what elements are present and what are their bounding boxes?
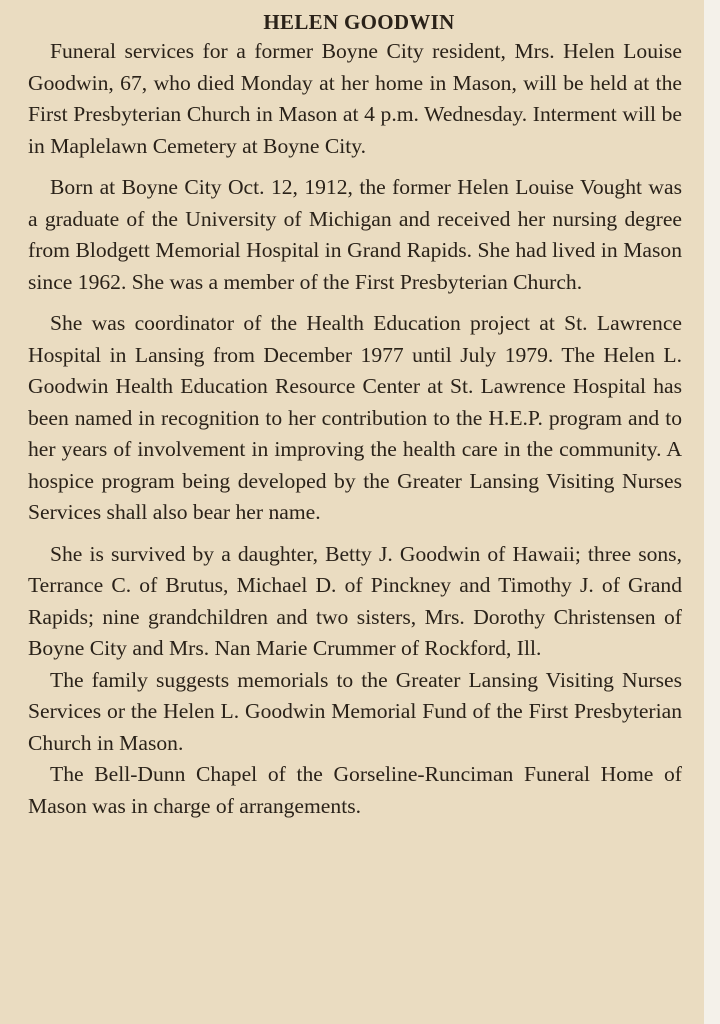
obituary-paragraph-memorials: The family suggests memorials to the Greater Lansing Visiting Nurses Services or the Helen L. Goodwin Memorial Fund of the First Presbyterian Church in Mason. bbox=[28, 667, 682, 755]
obituary-paragraph-arrangements: The Bell-Dunn Chapel of the Gorseline-Runciman Funeral Home of Mason was in charge of arrangements. bbox=[28, 762, 682, 818]
obituary-paragraph-survivors: She is survived by a daughter, Betty J. Goodwin of Hawaii; three sons, Terrance C. of Brutus, Michael D. of Pinckney and Timothy J. of Grand Rapids; nine grandchildren and two sisters, Mrs. Dorothy Christensen of Boyne City and Mrs. Nan Marie Crummer of Rockford, Ill. bbox=[28, 541, 682, 660]
obituary-paragraph-career: She was coordinator of the Health Education project at St. Lawrence Hospital in Lansing from December 1977 until July 1979. The Helen L. Goodwin Health Education Resource Center at St. Lawrence Hospital has been named in recognition to her contribution to the H.E.P. program and to her years of involvement in improving the health care in the community. A hospice program being developed by the Greater Lansing Visiting Nurses Services shall also bear her name. bbox=[28, 311, 682, 524]
obituary-paragraph-services: Funeral services for a former Boyne City resident, Mrs. Helen Louise Goodwin, 67, who died Monday at her home in Mason, will be held at the First Presbyterian Church in Mason at 4 p.m. Wednesday. Interment will be in Maplelawn Cemetery at Boyne City. bbox=[28, 39, 682, 158]
obituary-headline: HELEN GOODWIN bbox=[263, 10, 455, 34]
page-margin-edge bbox=[704, 0, 720, 1024]
obituary-paragraph-biography: Born at Boyne City Oct. 12, 1912, the former Helen Louise Vought was a graduate of the University of Michigan and received her nursing degree from Blodgett Memorial Hospital in Grand Rapids. She had lived in Mason since 1962. She was a member of the First Presbyterian Church. bbox=[28, 175, 682, 294]
